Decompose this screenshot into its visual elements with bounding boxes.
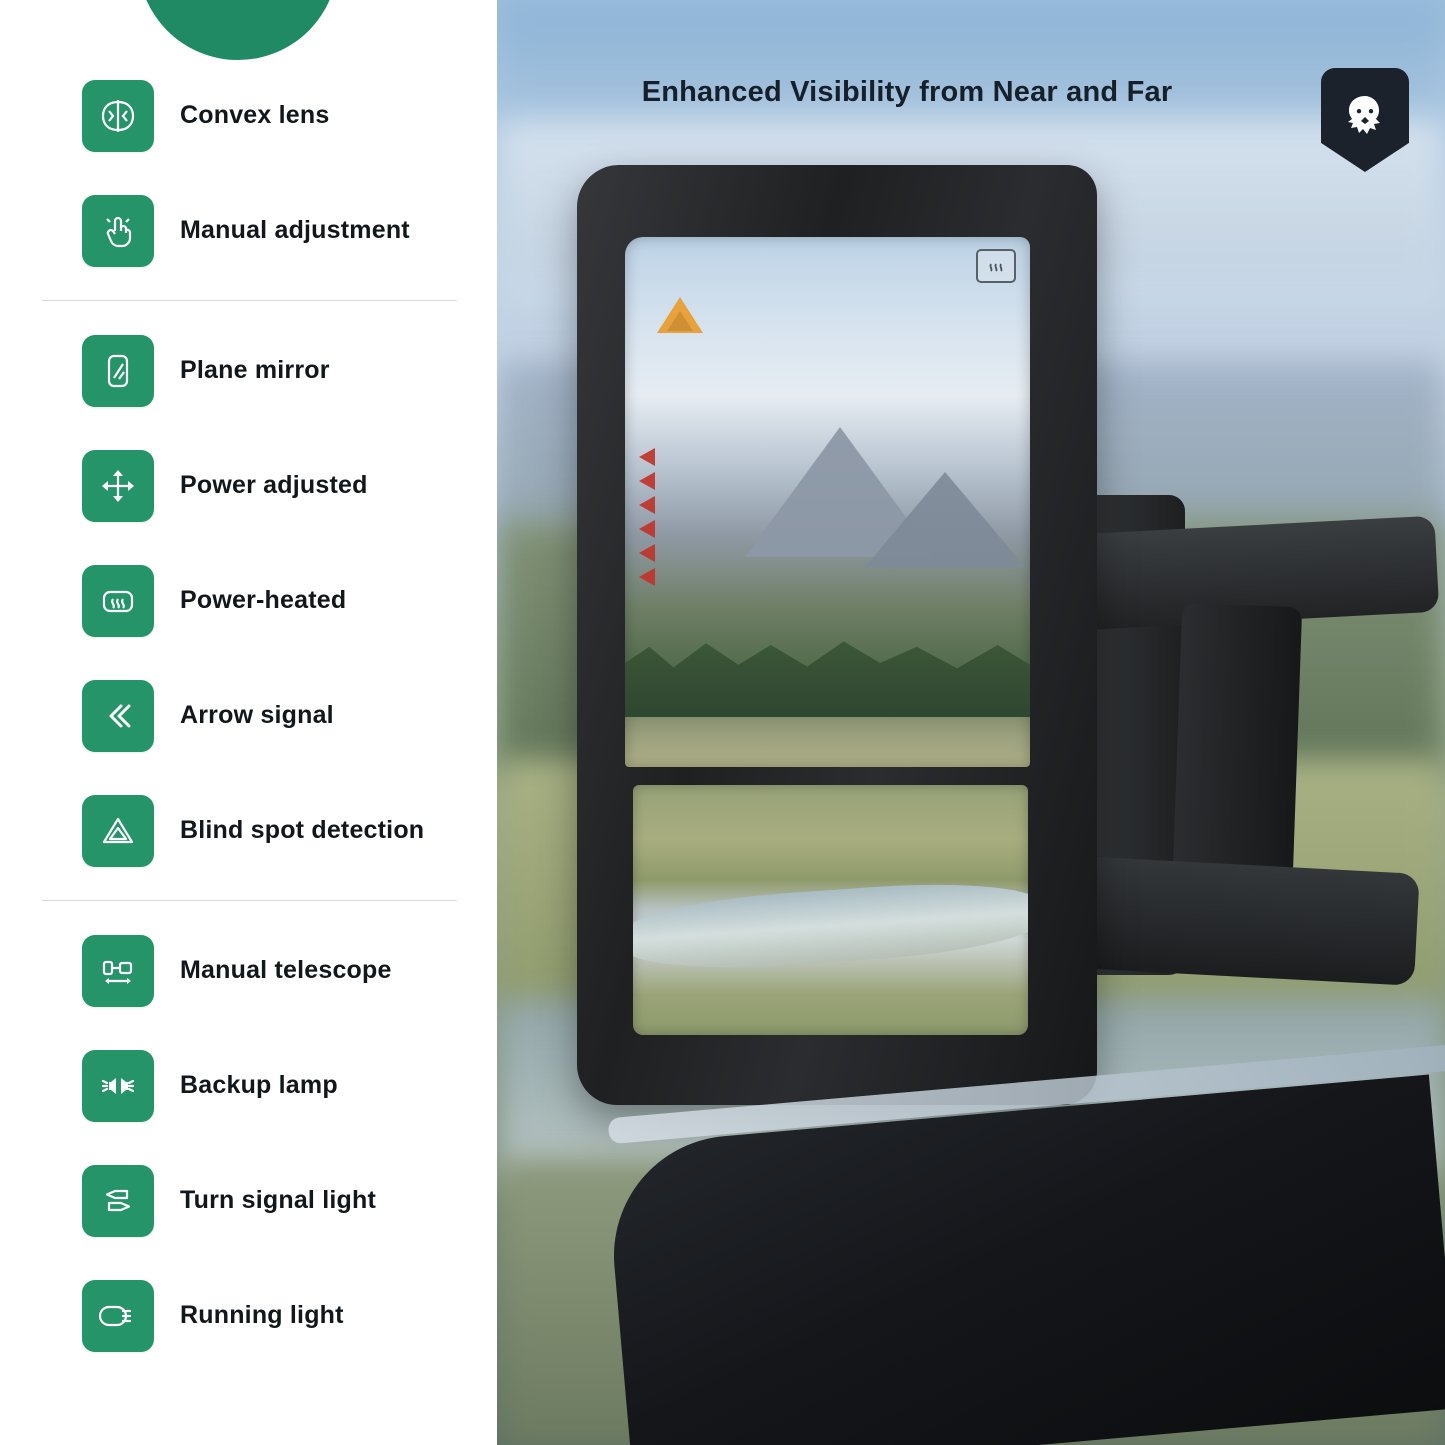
- feature-item-turn-signal-light: [0, 1143, 497, 1258]
- mirror-housing: [577, 165, 1097, 1105]
- plane-mirror-icon: [82, 335, 154, 407]
- feature-item-power-adjusted: [0, 428, 497, 543]
- feature-label: Turn signal light: [180, 1186, 376, 1214]
- mirror-lower-arm: [1074, 856, 1419, 986]
- feature-item-arrow-signal: [0, 658, 497, 773]
- feature-divider: [42, 900, 457, 901]
- reflection-mountain-peak-secondary: [865, 472, 1025, 567]
- feature-item-manual-telescope: [0, 913, 497, 1028]
- turn-signal-arrows-icon: [82, 1165, 154, 1237]
- tow-mirror-assembly: [577, 165, 1437, 1175]
- telescope-extend-icon: [82, 935, 154, 1007]
- feature-label: Power-heated: [180, 586, 347, 614]
- feature-divider: [42, 300, 457, 301]
- feature-label: Convex lens: [180, 101, 330, 129]
- feature-panel: [0, 0, 497, 1445]
- feature-label: Blind spot detection: [180, 816, 425, 844]
- double-chevron-left-icon: [82, 680, 154, 752]
- feature-item-blind-spot-detection: [0, 773, 497, 888]
- feature-item-running-light: [0, 1258, 497, 1373]
- heated-mirror-icon: [82, 565, 154, 637]
- four-way-arrows-icon: [82, 450, 154, 522]
- feature-item-backup-lamp: [0, 1028, 497, 1143]
- feature-item-convex-lens: [0, 58, 497, 173]
- feature-label: Backup lamp: [180, 1071, 338, 1099]
- feature-label: Plane mirror: [180, 356, 330, 384]
- reflection-treeline: [625, 627, 1030, 717]
- convex-mirror-glass: [633, 785, 1028, 1035]
- feature-item-plane-mirror: [0, 313, 497, 428]
- product-photo: [497, 0, 1445, 1445]
- lion-head-icon: [1339, 90, 1391, 151]
- running-light-icon: [82, 1280, 154, 1352]
- backup-lamp-icon: [82, 1050, 154, 1122]
- heated-glass-icon: [976, 249, 1016, 283]
- reflection-river: [633, 875, 1028, 976]
- feature-list: [0, 58, 497, 1373]
- feature-label: Power adjusted: [180, 471, 368, 499]
- feature-item-power-heated: [0, 543, 497, 658]
- convex-lens-icon: [82, 80, 154, 152]
- plane-mirror-glass: [625, 237, 1030, 767]
- hand-pointer-icon: [82, 195, 154, 267]
- feature-label: Manual telescope: [180, 956, 392, 984]
- page-title: Enhanced Visibility from Near and Far: [641, 76, 1173, 108]
- feature-label: Manual adjustment: [180, 216, 410, 244]
- feature-label: Running light: [180, 1301, 344, 1329]
- decorative-green-blob: [138, 0, 338, 60]
- feature-label: Arrow signal: [180, 701, 334, 729]
- feature-item-manual-adjustment: [0, 173, 497, 288]
- blind-spot-triangle-icon: [82, 795, 154, 867]
- blind-spot-warning-icon: [657, 297, 703, 333]
- sequential-arrow-strip-icon: [639, 442, 673, 590]
